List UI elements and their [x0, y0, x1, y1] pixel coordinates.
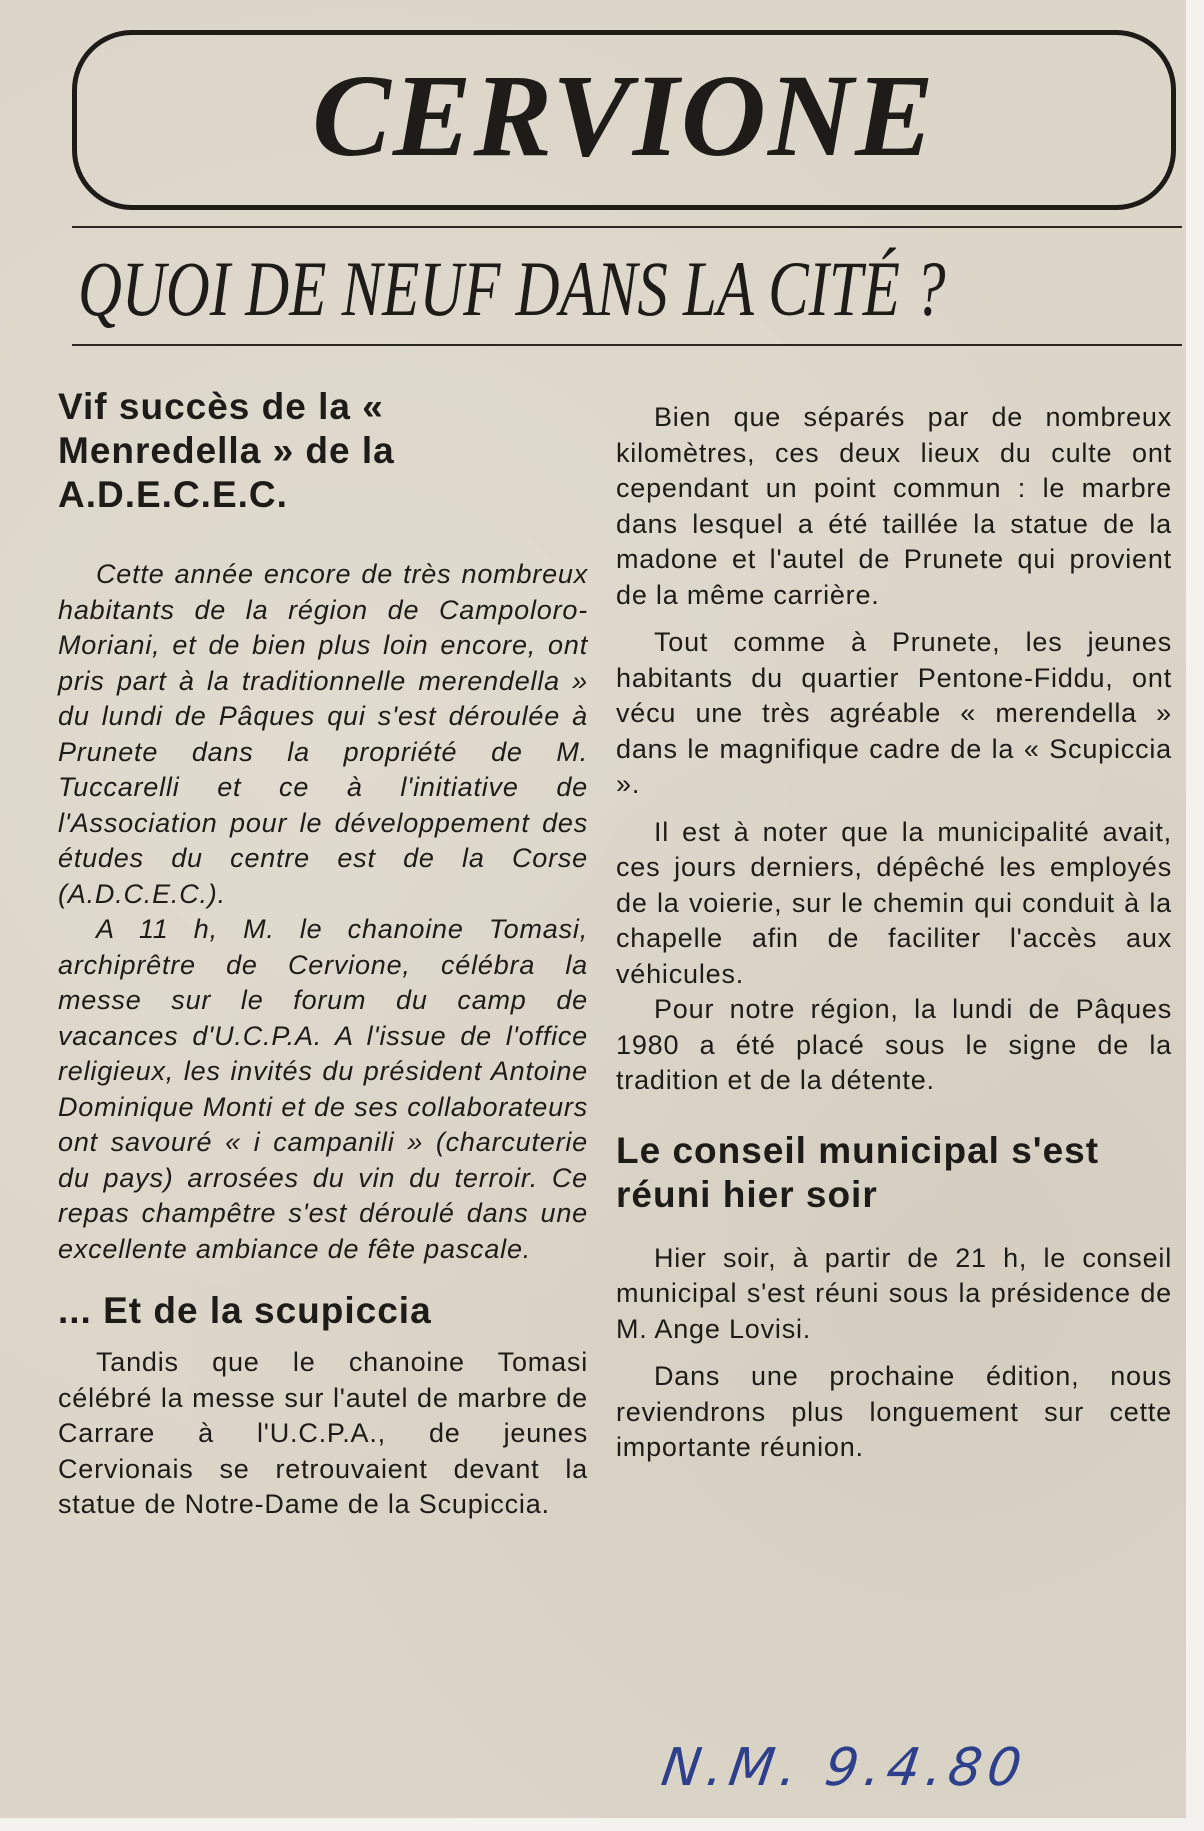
- left-column: [58, 385, 588, 1523]
- right-column: [616, 400, 1172, 1466]
- article3-paragraph: Hier soir, à partir de 21 h, le conseil municipal s'est réuni sous la présidence de M. Ange Lovisi.: [616, 1242, 1172, 1344]
- masthead-title: CERVIONE: [312, 50, 936, 181]
- divider-top: [72, 226, 1182, 228]
- article3-headline: Le conseil municipal s'est réuni hier soir: [616, 1129, 1100, 1215]
- article1-paragraph: Cette année encore de très nombreux habitants de la région de Campoloro-Moriani, et de bien plus loin encore, ont pris part à la traditionnelle merendella » du lundi de Pâques qui s'est déroulée à Prunete dans la propriété de M. Tuccarelli et ce à l'initiative de l'Association pour le développement des études du centre est de la Corse (A.D.C.E.C.).: [58, 559, 588, 909]
- article2-paragraph: Pour notre région, la lundi de Pâques 1980 a été placé sous le signe de la tradition et de la détente.: [616, 994, 1172, 1095]
- article2-paragraph: Tout comme à Prunete, les jeunes habitants du quartier Pentone-Fiddu, ont vécu une très agréable « merendella » dans le magnifique cadre de la « Scupiccia ».: [616, 627, 1172, 799]
- article2-paragraph: Il est à noter que la municipalité avait, ces jours derniers, dépêché les employés de la voierie, sur le chemin qui conduit à la chapelle afin de faciliter l'accès aux véhicules.: [616, 816, 1172, 989]
- article2-paragraph: Tandis que le chanoine Tomasi célébré la messe sur l'autel de marbre de Carrare à l'U.C.P.A., de jeunes Cervionais se retrouvaient devant la statue de Notre-Dame de la Scupiccia.: [58, 1347, 588, 1519]
- masthead-banner: [72, 30, 1176, 210]
- divider-bottom: [72, 344, 1182, 346]
- article1-paragraph: A 11 h, M. le chanoine Tomasi, archiprêtre de Cervione, célébra la messe sur le forum du camp de vacances d'U.C.P.A. A l'issue de l'office religieux, les invités du président Antoine Dominique Monti et de ses collaborateurs ont savouré « i campanili » (charcuterie du pays) arrosées du vin du terroir. Ce repas champêtre s'est déroulé dans une excellente ambiance de fête pascale.: [58, 914, 588, 1264]
- article2-paragraph: Bien que séparés par de nombreux kilomètres, ces deux lieux du culte ont cependant un point commun : le marbre dans lesquel a été taillée la statue de la madone et l'autel de Prunete qui provient de la même carrière.: [616, 402, 1172, 610]
- section-title: QUOI DE NEUF DANS LA CITÉ ?: [78, 245, 946, 332]
- article2-headline: ... Et de la scupiccia: [58, 1290, 432, 1331]
- article1-headline: Vif succès de la « Menredella » de la A.D.E.C.E.C.: [58, 386, 395, 515]
- handwritten-date-note: N.M. 9.4.80: [657, 1738, 1031, 1798]
- article3-paragraph: Dans une prochaine édition, nous reviendrons plus longuement sur cette importante réunion.: [616, 1361, 1172, 1462]
